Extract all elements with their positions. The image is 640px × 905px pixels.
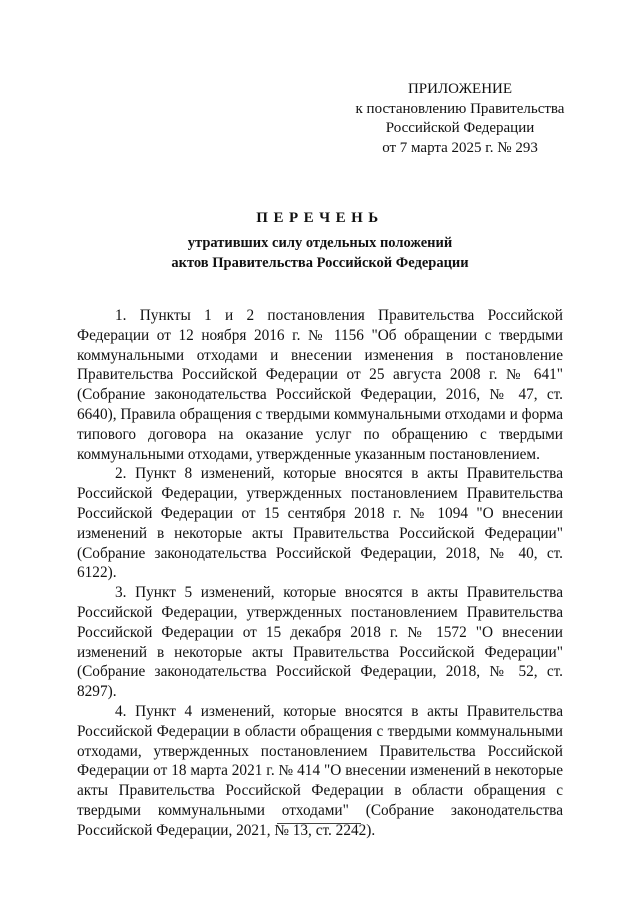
document-subtitle [0, 234, 640, 273]
appendix-resolution-ref: к постановлению Правительства [355, 100, 565, 117]
list-item-3: 3. Пункт 5 изменений, которые вносятся в акты Правительства Российской Федерации, утвержденных постановлением Правительства Российской Федерации от 15 декабря 2018 г. № 1572 "О внесении изменений в некоторые акты Правительства Российской Федерации" (Собрание законодательства Российской Федерации, 2018, № 52, ст. 8297). [77, 584, 563, 701]
subtitle-line-1: утративших силу отдельных положений [187, 235, 453, 251]
document-title: ПЕРЕЧЕНЬ [256, 210, 384, 226]
list-item-4: 4. Пункт 4 изменений, которые вносятся в акты Правительства Российской Федерации в области обращения с твердыми коммунальными отходами, утвержденных постановлением Правительства Российской Федерации от 18 марта 2021 г. № 414 "О внесении изменений в некоторые акты Правительства Российской Федерации в области обращения с твердыми коммунальными отходами" (Собрание законодательства Российской Федерации, 2021, № 13, ст. 2242). [77, 702, 563, 839]
appendix-date-number: от 7 марта 2025 г. № 293 [382, 139, 538, 156]
list-item-1: 1. Пункты 1 и 2 постановления Правительства Российской Федерации от 12 ноября 2016 г. № 1156 "Об обращении с твердыми коммунальными отходами и внесении изменения в постановление Правительства Российской Федерации от 25 августа 2008 г. № 641" (Собрание законодательства Российской Федерации, 2016, № 47, ст. 6640), Правила обращения с твердыми коммунальными отходами и форма типового договора на оказание услуг по обращению с твердыми коммунальными отходами, утвержденные указанным постановлением. [77, 307, 563, 463]
document-body [77, 306, 563, 841]
subtitle-line-2: актов Правительства Российской Федерации [171, 254, 469, 271]
appendix-header [330, 80, 590, 158]
appendix-country: Российской Федерации [385, 120, 535, 136]
appendix-label: ПРИЛОЖЕНИЕ [407, 81, 513, 97]
list-item-2: 2. Пункт 8 изменений, которые вносятся в акты Правительства Российской Федерации, утвержденных постановлением Правительства Российской Федерации от 15 сентября 2018 г. № 1094 "О внесении изменений в некоторые акты Правительства Российской Федерации" (Собрание законодательства Российской Федерации, 2018, № 40, ст. 6122). [77, 465, 563, 582]
end-divider [277, 823, 361, 824]
